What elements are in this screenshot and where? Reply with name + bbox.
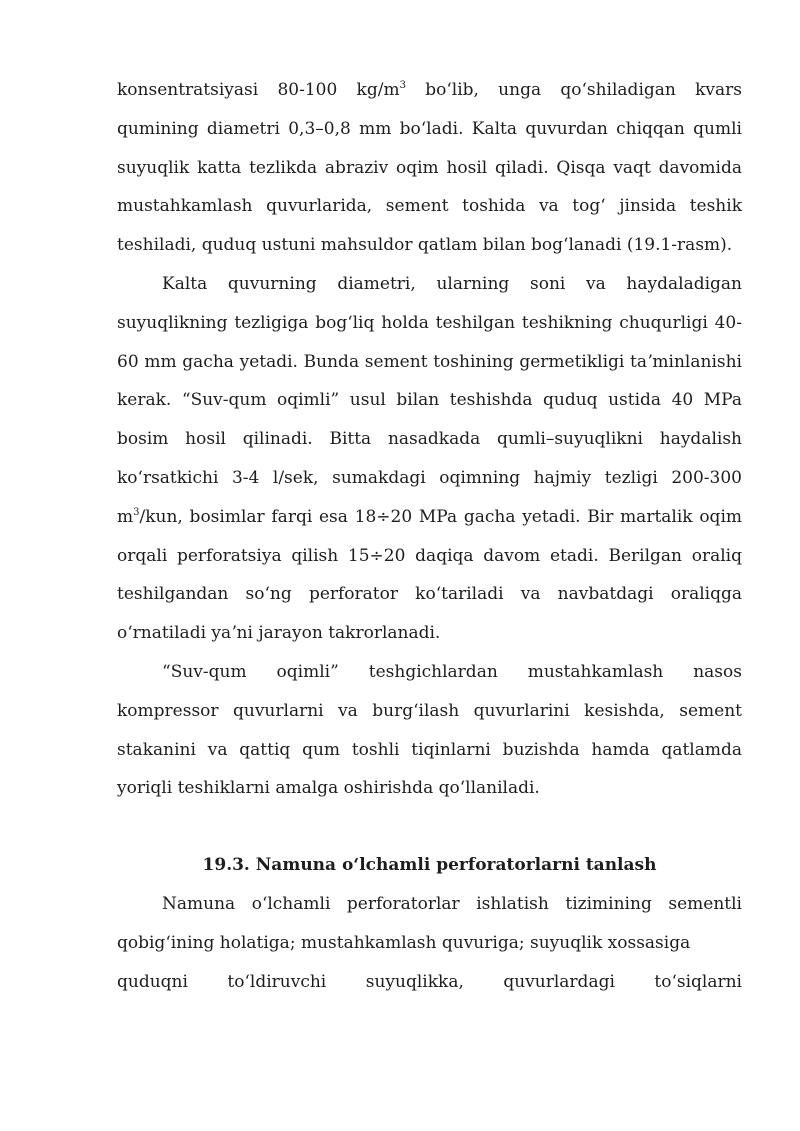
paragraph-4-last-line: quduqni toʻldiruvchi suyuqlikka, quvurlardagi toʻsiqlarni [117, 971, 742, 992]
superscript-3: 3 [133, 506, 140, 518]
paragraph-2-text-a: Kalta quvurning diametri, ularning soni va haydaladigan suyuqlikning tezligiga bogʻliq holda teshilgan teshikning chuqurligi 40-60 mm gacha yetadi. Bunda sement toshining germetikligi taʼminlanishi kerak. “Suv-qum oqimli” usul bilan teshishda quduq ustida 40 MPa bosim hosil qilinadi. Bitta nasadkada qumli–suyuqlikni haydalish koʻrsatkichi 3-4 l/sek, sumakdagi oqimning hajmiy tezligi 200-300 m [117, 273, 742, 527]
superscript-3: 3 [399, 80, 406, 91]
paragraph-3: “Suv-qum oqimli” teshgichlardan mustahkamlash nasos kompressor quvurlarni va burgʻilash quvurlarini kesishda, sement stakanini va qattiq qum toshli tiqinlarni buzishda hamda qatlamda yoriqli teshiklarni amalga oshirishda qoʻllaniladi. [117, 661, 742, 799]
paragraph-2 [117, 265, 742, 653]
paragraph-1 [117, 71, 742, 265]
paragraph-4: Namuna oʻlchamli perforatorlar ishlatish tizimining sementli qobigʻining holatiga; mustahkamlash quvuriga; suyuqlik xossasiga [117, 893, 742, 953]
paragraph-1-text-b: boʻlib, unga qoʻshiladigan kvars qumining diametri 0,3–0,8 mm boʻladi. Kalta quvurdan chiqqan qumli suyuqlik katta tezlikda abraziv oqim hosil qiladi. Qisqa vaqt davomida mustahkamlash quvurlarida, sement toshida va togʻ jinsida teshik teshiladi, quduq ustuni mahsuldor qatlam bilan bogʻlanadi (19.1-rasm). [117, 80, 742, 256]
section-heading: 19.3. Namuna oʻlchamli perforatorlarni tanlash [202, 855, 657, 876]
paragraph-1-text-a: konsentratsiyasi 80-100 kg/m [117, 80, 400, 100]
document-page [117, 71, 742, 1001]
paragraph-2-text-b: /kun, bosimlar farqi esa 18÷20 MPa gacha yetadi. Bir martalik oqim orqali perforatsiya qilish 15÷20 daqiqa davom etadi. Berilgan oraliq teshilgandan soʻng perforator koʻtariladi va navbatdagi oraliqga oʻrnatiladi yaʼni jarayon takrorlanadi. [117, 506, 742, 644]
